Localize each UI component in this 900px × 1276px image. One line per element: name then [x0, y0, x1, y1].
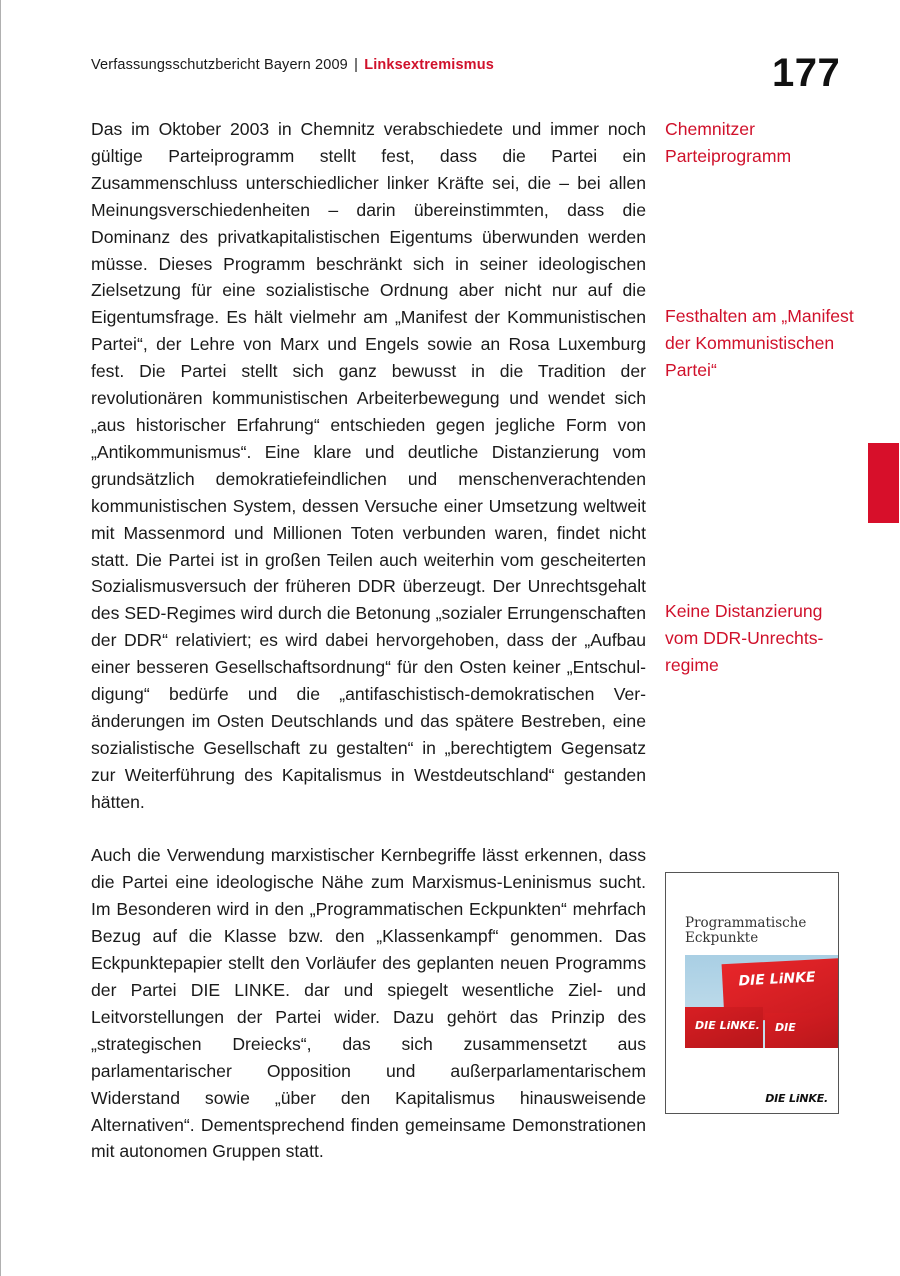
main-text-column	[91, 116, 646, 1165]
party-logo: DIE LiNKE.	[765, 1092, 828, 1105]
section-title: Linksextremismus	[364, 57, 494, 73]
cover-title-line: Programmatische	[685, 915, 807, 931]
chapter-thumb-tab	[868, 443, 899, 523]
cover-flags-photo	[685, 955, 839, 1048]
margin-note-manifest: Festhalten am „Manifest der Kommunistischen Partei“	[665, 306, 854, 380]
flag: DIE	[765, 1013, 839, 1048]
flag: DIE LiNKE	[722, 958, 839, 1022]
page-number: 177	[772, 51, 841, 95]
margin-note-chemnitzer-parteiprogramm: Chemnitzer Parteiprogramm	[665, 119, 792, 166]
page-left-edge	[0, 0, 1, 1276]
running-header	[91, 57, 494, 73]
publication-title: Verfassungsschutzbericht Bayern 2009	[91, 57, 348, 73]
body-paragraph: Auch die Verwendung marxistischer Kernbegriffe lässt erkennen, dass die Partei eine ideologische Nähe zum Marxismus-Leninismus sucht. Im Besonderen wird in den „Programmatischen Eckpunkten“ mehrfach Bezug auf die Klasse bzw. den „Klassenkampf“ genommen. Das Eckpunktepapier stellt den Vorläufer des geplanten neuen Programms der Partei DIE LINKE. dar und spiegelt wesentliche Ziel- und Leitvorstellungen der Partei wider. Dazu gehört das Prinzip des „strategischen Dreiecks“, das sich zusammensetzt aus parlamentarischer Opposition und außerparlamentarischem Widerstand sowie „über den Kapitalismus hinausweisende Alternativen“. Dementsprechend finden gemeinsame Demonstrationen mit autonomen Gruppen statt.	[91, 845, 646, 1162]
cover-title	[685, 916, 806, 946]
header-separator: |	[354, 57, 358, 73]
body-paragraph: Das im Oktober 2003 in Chemnitz verabschiedete und immer noch gültige Parteiprogramm stellt fest, dass die Partei ein Zusammenschluss unterschiedlicher linker Kräfte sei, die – bei allen Meinungsverschiedenheiten – darin übereinstimmten, dass die Dominanz des privatkapitalistischen Eigentums überwunden werden müsse. Dieses Programm beschränkt sich in seiner ideologischen Zielsetzung für eine sozialistische Ordnung aber nicht nur auf die Eigentumsfrage. Es hält vielmehr am „Manifest der Kommunistischen Partei“, der Lehre von Marx und Engels sowie an Rosa Luxemburg fest. Die Partei stellt sich ganz bewusst in die Tradition der revolutionären kommunistischen Arbeiterbewegung und wendet sich „aus historischer Erfahrung“ entschieden gegen jegliche Form von „Antikommunismus“. Eine klare und deutliche Distanzierung vom grundsätzlich demokratiefeindlichen und menschenverachtenden kommunistischen System, dessen Versuche einer Umsetzung weltweit mit Massenmord und Millionen Toten verbunden waren, findet nicht statt. Die Partei ist in großen Teilen auch weiterhin vom gescheiterten Sozialismusversuch der früheren DDR überzeugt. Der Unrechtsgehalt des SED-Regimes wird durch die Betonung „sozialer Errungenschaften der DDR“ relativiert; es wird dabei hervorgehoben, dass der „Aufbau einer besseren Gesellschaftsordnung“ für den Osten keiner „Entschuldigung“ bedürfe und die „antifaschistisch-demokratischen Veränderungen im Osten Deutschlands und das spätere Bestreben, eine sozialistische Gesellschaft zu gestalten“ in „berechtigtem Gegensatz zur Weiterführung des Kapitalismus in Westdeutschland“ gestanden hätten.	[91, 119, 646, 812]
flag: DIE LiNKE.	[685, 1007, 763, 1048]
cover-title-line: Eckpunkte	[685, 930, 759, 946]
brochure-cover-image	[665, 872, 839, 1114]
margin-note-ddr-unrechtsregime: Keine Distanzierung vom DDR-Unrechtsregime	[665, 601, 824, 675]
